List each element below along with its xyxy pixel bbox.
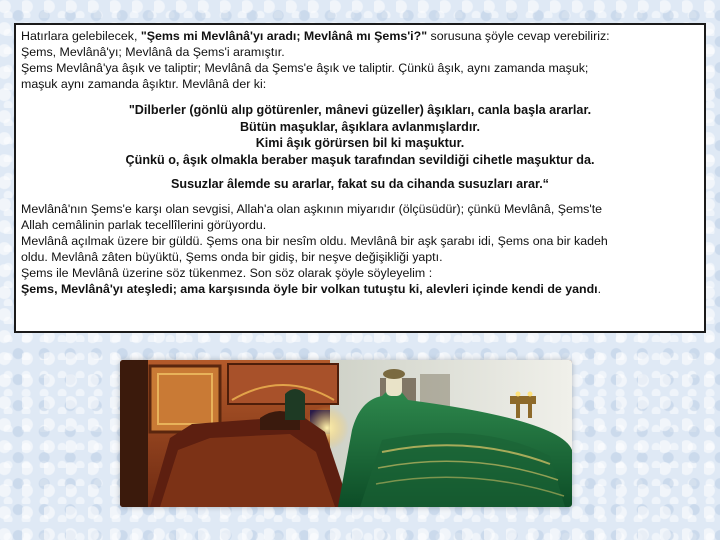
outro-line: Şems ile Mevlânâ üzerine söz tükenmez. Son söz olarak şöyle söyleyelim : <box>21 265 433 280</box>
intro-text: Hatırlara gelebilecek, <box>21 29 141 43</box>
poem-line: Susuzlar âlemde su ararlar, fakat su da cihanda susuzları arar.“ <box>171 177 549 191</box>
outro-line: Mevlânâ'nın Şems'e karşı olan sevgisi, Allah'a olan aşkının miyarıdır (ölçüsüdür); çünkü Mevlânâ, Şems'te <box>21 201 603 216</box>
outro-line: Allah cemâlinin parlak tecellîlerini görüyordu. <box>21 217 267 232</box>
closing-bold: Şems, Mevlânâ'yı ateşledi; ama karşısında öyle bir volkan tutuştu ki, alevleri içinde kendi de yandı <box>21 281 598 296</box>
outro-line: Mevlânâ açılmak üzere bir güldü. Şems ona bir nesîm oldu. Mevlânâ bir aşk şarabı idi, Şems ona bir kadeh <box>21 233 608 248</box>
tomb-illustration <box>120 360 572 507</box>
intro-line-2: Şems, Mevlânâ'yı; Mevlânâ da Şems'i aramıştır. <box>21 45 285 59</box>
outro-line: oldu. Mevlânâ zâten büyüktü, Şems onda bir gidiş, bir neşve değişikliği yaptı. <box>21 249 443 264</box>
poem-line: Çünkü o, âşık olmakla beraber maşuk tarafından sevildiği cihetle maşuktur da. <box>125 152 595 167</box>
poem-line: "Dilberler (gönlü alıp götürenler, mânevi güzeller) âşıkları, canla başla ararlar. <box>128 103 592 117</box>
poem-line: Kimi âşık görürsen bil ki maşuktur. <box>255 136 465 150</box>
text-panel <box>14 23 706 333</box>
poem-line: Bütün maşuklar, âşıklara avlanmışlardır. <box>239 119 481 134</box>
tomb-photo <box>120 360 572 507</box>
closing-line: Şems, Mevlânâ'yı ateşledi; ama karşısında öyle bir volkan tutuştu ki, alevleri içinde kendi de yandı. <box>21 281 602 296</box>
intro-line-1 <box>21 28 699 44</box>
intro-line-4: maşuk aynı zamanda âşıktır. Mevlânâ der ki: <box>21 77 267 91</box>
question-quote: "Şems mi Mevlânâ'yı aradı; Mevlânâ mı Şems'i?" <box>140 29 428 43</box>
poem-quote <box>21 102 699 193</box>
intro-text: sorusuna şöyle cevap verebiliriz: <box>427 29 610 43</box>
intro-line-3: Şems Mevlânâ'ya âşık ve taliptir; Mevlânâ da Şems'e âşık ve taliptir. Çünkü âşık, aynı zamanda maşuk; <box>21 61 589 75</box>
